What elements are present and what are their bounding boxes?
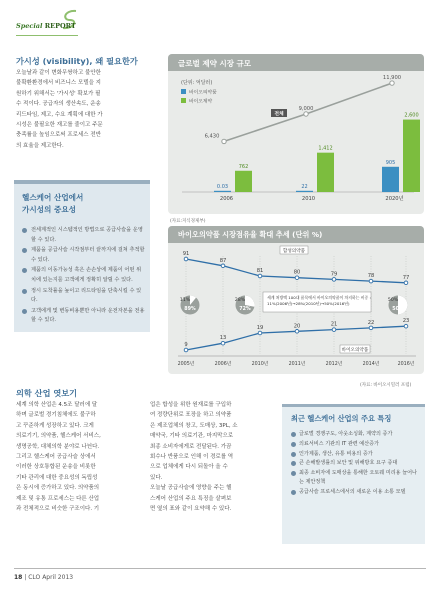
section2-col2 bbox=[150, 400, 276, 514]
issue-date: April 2013 bbox=[42, 574, 74, 581]
bullet-icon bbox=[22, 289, 27, 294]
list-item bbox=[22, 246, 146, 265]
bio-point bbox=[404, 324, 408, 328]
bar-series2 bbox=[403, 120, 420, 192]
list-item-text: 인가제품, 생산, 유통 비용의 증가 bbox=[299, 450, 373, 457]
body-line: 이러한 상호통합된 운송을 비롯한 bbox=[16, 464, 96, 471]
box-title-line2: 가시성의 중요성 bbox=[22, 205, 76, 214]
body-line: 은 제조업체의 창고, 도매상, 3PL, 소 bbox=[150, 422, 238, 429]
section-title-visibility: 가시성 (visibility), 왜 필요한가 bbox=[16, 56, 138, 66]
total-label: 11,900 bbox=[382, 75, 402, 82]
list-item bbox=[22, 307, 146, 326]
chart-title: 글로벌 제약 시장 규모 bbox=[178, 59, 252, 68]
bar-series2 bbox=[317, 153, 334, 192]
legend-swatch-series2 bbox=[181, 98, 186, 103]
pie-label-main: 50% bbox=[392, 307, 404, 312]
body-line: 생명공학, 대체의학 분야로 나뉜다. bbox=[16, 443, 100, 450]
list-item-text: 정시 도착률을 높이고 리드타임을 단축시킬 수 있다. bbox=[31, 287, 142, 304]
synthetic-value-label: 79 bbox=[330, 271, 338, 278]
body-line: 매약국, 기타 의료기관, 마지막으로 bbox=[150, 433, 234, 440]
body-line: 여 정량단위로 포장을 하고 의약품 bbox=[150, 412, 232, 419]
box-title-line1: 헬스케어 산업에서 bbox=[22, 193, 84, 202]
pie-label-top: 28% bbox=[234, 298, 246, 303]
body-line: 은 동시에 증가하고 있다. 의약품의 bbox=[16, 485, 100, 492]
bio-value-label: 9 bbox=[184, 342, 188, 348]
market-share-chart-svg bbox=[168, 226, 424, 374]
synthetic-value-label: 81 bbox=[256, 268, 264, 274]
x-tick-label: 2011년 bbox=[288, 362, 306, 367]
body-line: 면 옆의 표와 같이 요약해 수 있다. bbox=[150, 506, 232, 513]
x-tick-label: 2020년 bbox=[385, 196, 404, 202]
body-line: 충족률을 높임으로써 프로세스 전반 bbox=[16, 132, 101, 139]
list-item-text: 전세계적인 시스템적인 방법으로 공급사슬을 운영할 수 있다. bbox=[31, 227, 143, 243]
body-line: 고 꾸준하게 성장하고 있다. 크게 bbox=[16, 422, 94, 429]
list-item bbox=[291, 469, 419, 487]
list-item bbox=[291, 488, 419, 497]
list-item bbox=[291, 430, 419, 439]
body-line: 으로 업체에게 다시 되돌아 올 수 bbox=[150, 464, 228, 471]
list-item bbox=[291, 459, 419, 468]
brand-prefix: Special bbox=[16, 22, 43, 30]
body-line: 있다. bbox=[150, 474, 163, 481]
bio-value-label: 19 bbox=[256, 325, 264, 331]
legend-label-series1: 바이오의약품 bbox=[189, 90, 217, 96]
bio-value-label: 20 bbox=[293, 323, 301, 330]
list-item-text: 의료서비스 기관의 IT 관련 예산증가 bbox=[299, 440, 379, 447]
header bbox=[0, 0, 443, 40]
box-stripe bbox=[14, 180, 150, 184]
list-item bbox=[291, 440, 419, 449]
bullet-icon bbox=[291, 442, 296, 447]
bullet-icon bbox=[22, 228, 27, 233]
list-item bbox=[22, 266, 146, 285]
x-tick-label: 2010년 bbox=[251, 362, 269, 367]
bar-series1 bbox=[296, 191, 313, 192]
synthetic-point bbox=[404, 281, 408, 285]
market-share-chart bbox=[168, 226, 424, 374]
synthetic-value-label: 78 bbox=[367, 273, 375, 280]
body-line: 리드타임, 제고, 수요 계획에 대한 가 bbox=[16, 111, 103, 118]
body-line: 오늘날과 같이 변화무쌍하고 불안한 bbox=[16, 70, 101, 76]
pie-label-top: 11% bbox=[179, 298, 191, 303]
synthetic-point bbox=[258, 274, 262, 278]
body-line: 스케어 산업의 주요 특징을 살펴보 bbox=[150, 495, 232, 502]
bar-label-series2: 1,412 bbox=[318, 145, 333, 152]
synthetic-value-label: 77 bbox=[402, 274, 410, 281]
bar-label-series1: 905 bbox=[385, 159, 396, 166]
bio-value-label: 21 bbox=[330, 321, 338, 328]
list-item-text: 공급사슬 프로세스에서의 새로운 이용 소통 모델 bbox=[299, 489, 406, 495]
header-rule bbox=[16, 35, 78, 36]
body-line: 회수나 반품으로 인해 이 경로를 역 bbox=[150, 454, 234, 461]
bio-point bbox=[184, 348, 188, 352]
bio-value-label: 22 bbox=[367, 319, 375, 326]
note-line: 세계 처방액 100대 품목에서 바이오의약품이 차지하는 비중 : bbox=[267, 295, 371, 300]
bullet-icon bbox=[22, 248, 27, 253]
total-label: 6,430 bbox=[204, 133, 220, 140]
note-line: 11%(2006년)→28%(2010년)→50%(2016년) bbox=[267, 301, 350, 306]
page-number: 18 bbox=[14, 574, 23, 581]
section1-body bbox=[16, 68, 158, 151]
total-label: 9,000 bbox=[298, 106, 314, 112]
bio-point bbox=[221, 341, 225, 345]
body-line: 업은 합성을 위한 원재료를 구입하 bbox=[150, 402, 232, 408]
bar-series1 bbox=[382, 167, 399, 192]
bullet-icon bbox=[291, 461, 296, 466]
brand-word: REPORT bbox=[44, 22, 76, 30]
synthetic-point bbox=[221, 264, 225, 268]
body-line: 최종 소비자에게로 전달된다. 가끔 bbox=[150, 443, 232, 450]
visibility-importance-box bbox=[14, 180, 150, 332]
bullet-icon bbox=[291, 471, 296, 476]
body-line: 의 효율을 제고한다. bbox=[16, 142, 64, 149]
features-list bbox=[291, 430, 419, 498]
synthetic-point bbox=[332, 278, 336, 282]
list-item bbox=[22, 226, 146, 245]
unit-label: (단위: 억달러) bbox=[181, 80, 213, 86]
synthetic-point bbox=[369, 279, 373, 283]
synthetic-point bbox=[184, 257, 188, 261]
bullet-icon bbox=[22, 268, 27, 273]
list-item-text: 큰 손해발생률의 보안 및 위해방호 요구 증대 bbox=[299, 460, 398, 467]
body-line: 수 적이다. 공급자의 생산속도, 운송 bbox=[16, 101, 101, 108]
bio-point bbox=[258, 331, 262, 335]
x-tick-label: 2016년 bbox=[397, 362, 415, 367]
total-point bbox=[222, 139, 226, 143]
list-item bbox=[291, 450, 419, 459]
body-line: 오늘날 공급사슬에 영향을 주는 헬 bbox=[150, 485, 232, 492]
importance-list bbox=[22, 226, 146, 327]
list-item bbox=[22, 287, 146, 306]
bio-value-label: 13 bbox=[219, 335, 227, 342]
body-line: 그리고 헬스케어 공급사슬 상에서 bbox=[16, 454, 96, 461]
industry-features-box bbox=[282, 404, 425, 544]
bar-label-series2: 2,600 bbox=[404, 112, 419, 119]
bullet-icon bbox=[22, 309, 27, 314]
bar-series2 bbox=[235, 171, 252, 192]
list-item-text: 제품을 공급사슬 시작점부터 끝까지에 걸쳐 추적할 수 있다. bbox=[31, 247, 145, 263]
x-tick-label: 2014년 bbox=[362, 362, 380, 367]
body-line: 세계 의학 산업은 4.5조 달러에 달 bbox=[16, 402, 98, 408]
brand-label bbox=[16, 22, 76, 30]
body-line: 하며 글로벌 경기침체에도 불구하 bbox=[16, 412, 96, 419]
legend-swatch-series1 bbox=[181, 89, 186, 94]
x-tick-label: 2010 bbox=[301, 196, 316, 202]
pie-label-top: 50% bbox=[387, 298, 399, 303]
bio-point bbox=[295, 330, 299, 334]
box-title: 최근 헬스케어 산업의 주요 특징 bbox=[291, 414, 392, 423]
section2-col1 bbox=[16, 400, 144, 514]
series-tag-synthetic: 합성의약품 bbox=[282, 249, 306, 254]
series-tag-bio: 바이오의약품 bbox=[341, 348, 369, 353]
bar-series1 bbox=[214, 191, 231, 192]
body-line: 원하기 위해서는 '가시성' 확보가 필 bbox=[16, 90, 101, 97]
x-tick-label: 2006 bbox=[219, 196, 234, 202]
x-tick-label: 2005년 bbox=[177, 362, 195, 367]
box-stripe bbox=[282, 404, 425, 407]
body-line: 제조 및 유통 프로세스는 다른 산업 bbox=[16, 495, 100, 502]
footer-rule bbox=[14, 568, 426, 569]
bullet-icon bbox=[291, 452, 296, 457]
x-tick-label: 2006년 bbox=[214, 362, 232, 367]
body-line: 시성은 불필요한 재고를 줄이고 주문 bbox=[16, 122, 103, 129]
total-point bbox=[304, 112, 308, 116]
section-title-industry: 의학 산업 엿보기 bbox=[16, 388, 78, 398]
bar-label-series2: 762 bbox=[238, 163, 249, 170]
total-tag-label: 전체 bbox=[274, 112, 284, 117]
bullet-icon bbox=[291, 432, 296, 437]
list-item-text: 제품의 이동가능성 혹은 손손상에 제품이 어떤 위치에 있는지를 고객에게 정확히 알릴 수 있다. bbox=[31, 267, 142, 283]
footer bbox=[14, 574, 73, 581]
body-line: 과 전체적으로 비슷한 구조이다. 기 bbox=[16, 506, 100, 513]
bio-value-label: 23 bbox=[402, 318, 410, 325]
magazine-name: CLO bbox=[28, 574, 41, 581]
total-point bbox=[390, 81, 394, 85]
pie-slice bbox=[245, 296, 255, 307]
footer-sep: | bbox=[24, 574, 29, 581]
legend-label-series2: 바이오제약 bbox=[189, 99, 213, 105]
x-tick-label: 2012년 bbox=[325, 362, 343, 367]
bar-label-series1: 0.03 bbox=[216, 183, 229, 190]
bio-point bbox=[332, 328, 336, 332]
body-line: 불확환환경에서 비즈니스 모델을 지 bbox=[16, 80, 101, 87]
chart-source: (자료: 바이오시밀러 포럼) bbox=[360, 383, 412, 388]
pie-label-main: 72% bbox=[239, 307, 251, 312]
list-item-text: 글로벌 경쟁구도, 아웃소싱화, 계약의 증가 bbox=[299, 431, 393, 437]
list-item-text: 최종 소비자에 도매상을 통해한 오토웨 미리용 늘어나는 제안정책 bbox=[299, 470, 417, 486]
chart-title: 바이오의약품 시장점유율 확대 추세 (단위 %) bbox=[178, 230, 323, 239]
chart-source: (자료:지식경제부) bbox=[170, 219, 206, 224]
list-item-text: 고객에게 및 변동비용뿐만 아니라 운전자본을 전용할 수 있다. bbox=[31, 307, 145, 324]
market-size-chart-svg bbox=[168, 54, 424, 214]
market-size-chart bbox=[168, 54, 424, 214]
body-line: 기타 관리에 대한 중요성의 독립성 bbox=[16, 474, 98, 481]
synthetic-value-label: 80 bbox=[293, 269, 301, 276]
bar-label-series1: 22 bbox=[301, 183, 308, 190]
synthetic-value-label: 87 bbox=[219, 257, 227, 264]
synthetic-value-label: 91 bbox=[182, 251, 190, 257]
synthetic-point bbox=[295, 276, 299, 280]
pie-label-main: 89% bbox=[184, 307, 196, 312]
body-line: 의료기기, 의약품, 헬스케어 서비스, bbox=[16, 433, 101, 440]
bio-point bbox=[369, 326, 373, 330]
bullet-icon bbox=[291, 490, 296, 495]
